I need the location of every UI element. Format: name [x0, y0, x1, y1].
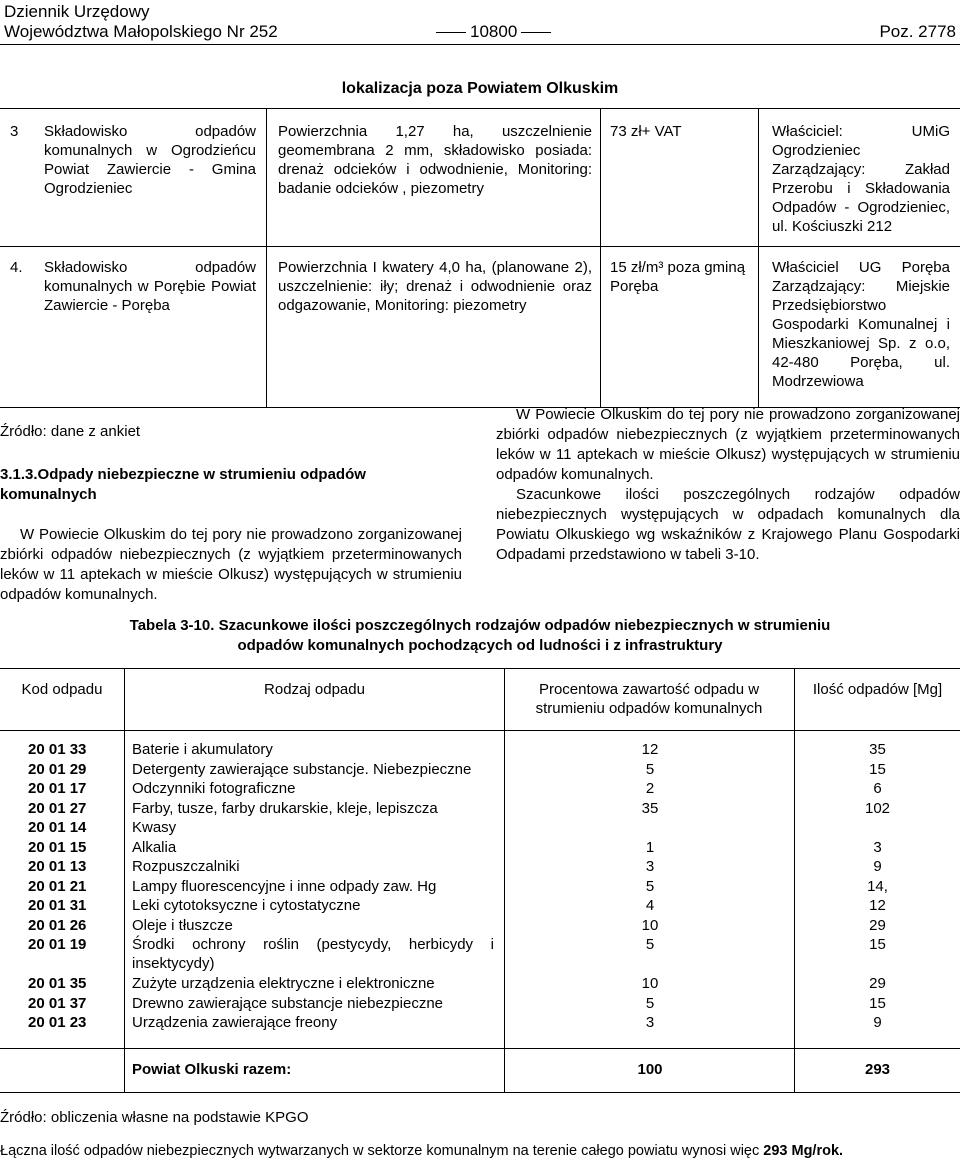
- journal-issue: Województwa Małopolskiego Nr 252: [4, 22, 278, 41]
- page-number: [432, 22, 555, 41]
- table-rule-top: [0, 108, 960, 109]
- waste-quantity: 9: [873, 858, 882, 875]
- waste-table-rule-bottom: [0, 1092, 960, 1093]
- waste-quantity: 102: [864, 799, 891, 817]
- table-caption: [0, 616, 960, 656]
- waste-table-rule-top: [0, 668, 960, 669]
- header-kind: Rodzaj odpadu: [264, 681, 365, 698]
- header-code: Kod odpadu: [21, 681, 103, 698]
- column-divider: [758, 108, 759, 407]
- waste-percent: 5: [645, 936, 655, 953]
- waste-code: 20 01 33: [28, 741, 87, 758]
- paragraph-text: W Powiecie Olkuskim do tej pory nie prowadzono zorganizowanej zbiórki odpadów niebezpiecznych (z wyjątkiem przeterminowanych leków w 11 aptekach w mieście Olkusz) występujących w strumieniu odpadów komunalnych.: [0, 526, 462, 603]
- waste-code: 20 01 14: [28, 819, 87, 836]
- column-divider: [266, 108, 267, 407]
- header-percent: Procentowa zawartość odpadu w strumieniu odpadów komunalnych: [535, 681, 763, 717]
- table-rule-middle: [0, 246, 960, 247]
- waste-code: 20 01 17: [28, 780, 87, 797]
- waste-code: 20 01 13: [28, 858, 87, 875]
- waste-kind: Rozpuszczalniki: [132, 858, 240, 875]
- waste-percent: 10: [641, 975, 659, 992]
- waste-kind: Odczynniki fotograficzne: [132, 780, 296, 797]
- waste-quantity: 6: [873, 780, 882, 797]
- waste-quantity: 15: [869, 994, 886, 1012]
- waste-quantity: 29: [869, 975, 886, 992]
- summary-text: Łączna ilość odpadów niebezpiecznych wytwarzanych w sektorze komunalnym na terenie całego powiatu wynosi więc: [0, 1143, 764, 1159]
- waste-kind: Farby, tusze, farby drukarskie, kleje, lepiszcza: [132, 799, 438, 817]
- waste-kind: Lampy fluorescencyjne i inne odpady zaw. Hg: [132, 877, 437, 895]
- landfill-description: Powierzchnia I kwatery 4,0 ha, (planowane 2), uszczelnienie: iły; drenaż i odwodnienie oraz odgazowanie, Monitoring: piezometry: [278, 259, 592, 314]
- waste-percent: 12: [641, 741, 659, 758]
- total-percent: 100: [637, 1061, 663, 1078]
- waste-code: 20 01 21: [28, 877, 87, 895]
- header-rule: [0, 44, 960, 45]
- table-caption-line-2: odpadów komunalnych pochodzących od ludności i z infrastruktury: [237, 637, 723, 654]
- column-divider: [600, 108, 601, 407]
- waste-kind: Środki ochrony roślin (pestycydy, herbicydy i insektycydy): [132, 936, 494, 972]
- journal-header: [4, 2, 278, 42]
- waste-kind: Baterie i akumulatory: [132, 741, 273, 758]
- waste-percent: 10: [641, 916, 659, 934]
- waste-quantity: 15: [869, 760, 886, 778]
- waste-kind: Detergenty zawierające substancje. Niebezpieczne: [132, 760, 472, 778]
- landfill-fee: 15 zł/m³ poza gminą Poręba: [610, 259, 746, 295]
- page-number-value: 10800: [470, 22, 518, 41]
- landfill-name: Składowisko odpadów komunalnych w Ogrodzieńcu Powiat Zawiercie - Gmina Ogrodzieniec: [44, 123, 256, 197]
- section-paragraph-2: Szacunkowe ilości poszczególnych rodzajów odpadów niebezpiecznych występujących w odpadach komunalnych dla Powiatu Olkuskiego wg wskaźników z Krajowego Planu Gospodarki Odpadami przedstawiono w tabeli 3-10.: [496, 486, 960, 563]
- waste-percent: 4: [645, 897, 655, 914]
- total-label: Powiat Olkuski razem:: [132, 1061, 292, 1078]
- landfill-owner: Właściciel: UMiG Ogrodzieniec Zarządzający: Zakład Przerobu i Składowania Odpadów - Ogrodzieniec, ul. Kościuszki 212: [772, 123, 950, 235]
- landfill-description: Powierzchnia 1,27 ha, uszczelnienie geomembrana 2 mm, składowisko posiada: drenaż odcieków i odwodnienie, Monitoring: badanie odcieków , piezometry: [278, 123, 592, 197]
- waste-kind: Zużyte urządzenia elektryczne i elektroniczne: [132, 975, 435, 992]
- column-divider: [124, 668, 125, 1092]
- waste-code: 20 01 31: [28, 897, 87, 914]
- waste-quantity: 12: [869, 897, 886, 914]
- waste-percent: 35: [641, 799, 659, 817]
- waste-percent: 1: [645, 838, 655, 856]
- waste-percent: 2: [645, 780, 655, 797]
- waste-code: 20 01 29: [28, 760, 87, 778]
- waste-percent: 5: [645, 877, 655, 895]
- waste-quantity: 3: [873, 838, 882, 856]
- landfill-name: Składowisko odpadów komunalnych w Porębie Powiat Zawiercie - Poręba: [44, 259, 256, 314]
- landfill-fee: 73 zł+ VAT: [610, 123, 682, 140]
- journal-title: Dziennik Urzędowy: [4, 2, 150, 21]
- summary-sentence: [0, 1142, 843, 1161]
- waste-percent: 5: [645, 760, 655, 778]
- waste-kind: Kwasy: [132, 819, 177, 836]
- total-quantity: 293: [864, 1061, 891, 1078]
- row-number: 3: [10, 123, 19, 140]
- landfill-owner: Właściciel UG Poręba Zarządzający: Miejskie Przedsiębiorstwo Gospodarki Komunalnej i Mieszkaniowej Sp. z o.o, 42-480 Poręba, ul. Modrzewiowa: [772, 259, 950, 390]
- waste-quantity: 9: [873, 1014, 882, 1031]
- waste-kind: Drewno zawierające substancje niebezpieczne: [132, 994, 444, 1012]
- waste-code: 20 01 26: [28, 916, 87, 934]
- waste-table-rule-header: [0, 730, 960, 731]
- waste-percent: 3: [645, 858, 655, 875]
- waste-code: 20 01 23: [28, 1014, 87, 1031]
- header-quantity: Ilość odpadów [Mg]: [812, 681, 943, 698]
- waste-kind: Leki cytotoksyczne i cytostatyczne: [132, 897, 361, 914]
- waste-quantity: 14,: [867, 877, 888, 895]
- row-number: 4.: [10, 259, 23, 276]
- waste-quantity: 15: [869, 936, 886, 953]
- waste-code: 20 01 37: [28, 994, 87, 1012]
- waste-quantity: 35: [869, 741, 886, 758]
- waste-kind: Oleje i tłuszcze: [132, 916, 233, 934]
- table-caption-line-1: Tabela 3-10. Szacunkowe ilości poszczególnych rodzajów odpadów niebezpiecznych w strumieniu: [129, 617, 831, 634]
- location-source-note: Źródło: dane z ankiet: [0, 423, 141, 440]
- waste-code: 20 01 27: [28, 799, 87, 817]
- section-heading: 3.1.3.Odpady niebezpieczne w strumieniu odpadów komunalnych: [0, 466, 366, 503]
- waste-code: 20 01 19: [28, 936, 87, 953]
- waste-quantity: 29: [869, 916, 886, 934]
- waste-percent: 5: [645, 994, 655, 1012]
- waste-kind: Urządzenia zawierające freony: [132, 1014, 338, 1031]
- waste-table-rule-body: [0, 1048, 960, 1049]
- waste-code: 20 01 15: [28, 838, 87, 856]
- position-label: Poz. 2778: [879, 22, 956, 41]
- table-source-note: Źródło: obliczenia własne na podstawie KPGO: [0, 1109, 309, 1126]
- waste-kind: Alkalia: [132, 838, 177, 856]
- paragraph-continuation: [496, 405, 960, 485]
- waste-percent: 3: [645, 1014, 655, 1031]
- location-section-title: lokalizacja poza Powiatem Olkuskim: [341, 80, 619, 97]
- section-paragraph-1-part-a: [0, 525, 462, 603]
- waste-code: 20 01 35: [28, 975, 87, 992]
- paragraph-text: W Powiecie Olkuskim do tej pory nie prowadzono zorganizowanej zbiórki odpadów niebezpiecznych (z wyjątkiem przeterminowanych leków w 11 aptekach w mieście Olkusz) występujących w strumieniu odpadów komunalnych.: [496, 406, 960, 483]
- summary-value: 293 Mg/rok.: [763, 1143, 844, 1159]
- section-right-column: [496, 406, 960, 585]
